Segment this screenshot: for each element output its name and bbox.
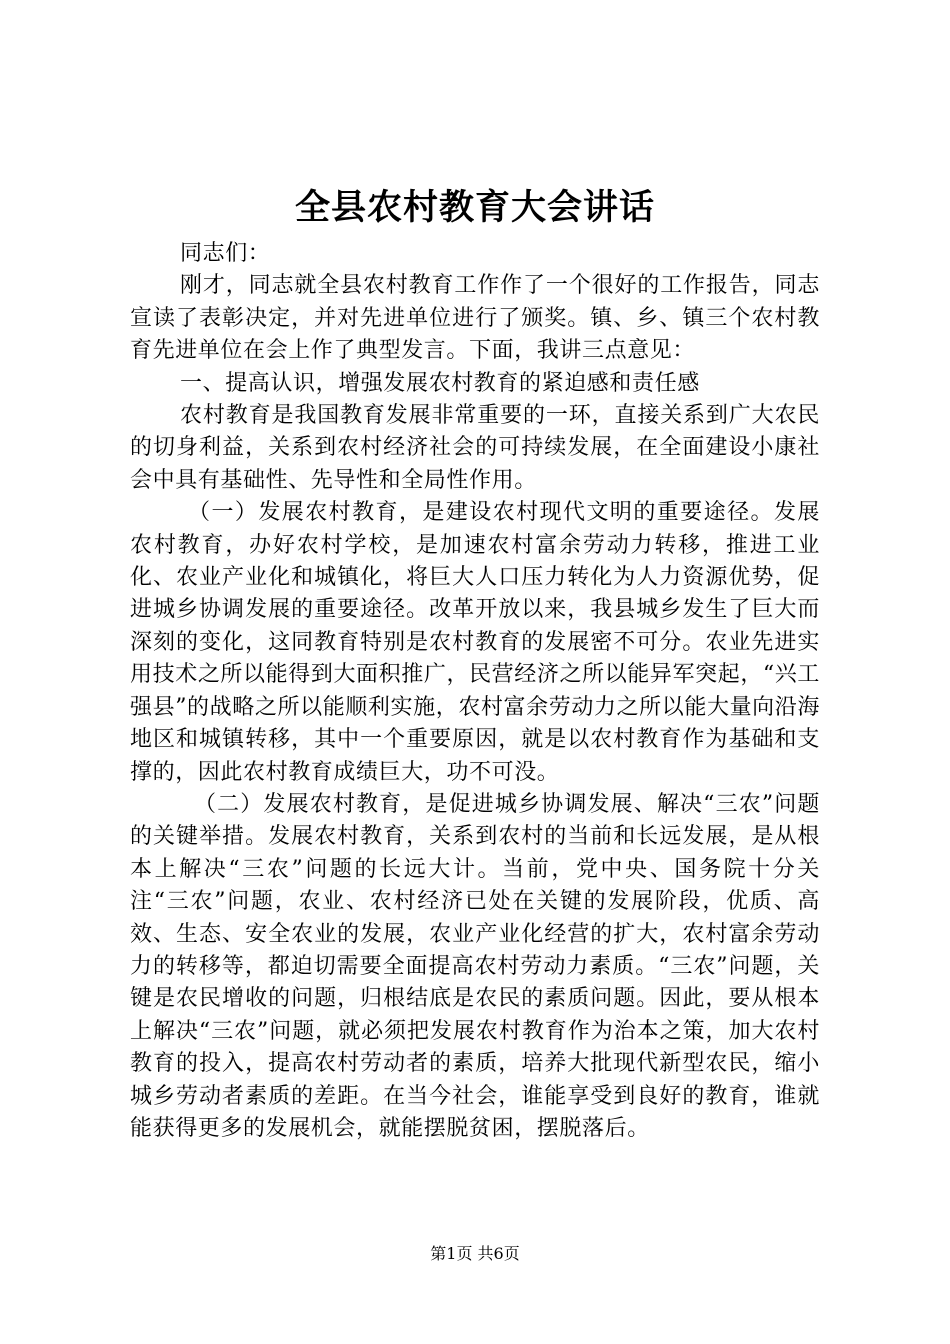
document-body bbox=[130, 238, 820, 1145]
paragraph-point-1: （一）发展农村教育，是建设农村现代文明的重要途径。发展农村教育，办好农村学校，是加速农村富余劳动力转移，推进工业化、农业产业化和城镇化，将巨大人口压力转化为人力资源优势，促进城乡协调发展的重要途径。改革开放以来，我县城乡发生了巨大而深刻的变化，这同教育特别是农村教育的发展密不可分。农业先进实用技术之所以能得到大面积推广，民营经济之所以能异军突起，“兴工强县”的战略之所以能顺利实施，农村富余劳动力之所以能大量向沿海地区和城镇转移，其中一个重要原因，就是以农村教育作为基础和支撑的，因此农村教育成绩巨大，功不可没。 bbox=[130, 500, 820, 785]
paragraph-overview: 农村教育是我国教育发展非常重要的一环，直接关系到广大农民的切身利益，关系到农村经济社会的可持续发展，在全面建设小康社会中具有基础性、先导性和全局性作用。 bbox=[130, 403, 820, 493]
salutation: 同志们： bbox=[180, 241, 271, 266]
page-footer: 第1页 共6页 bbox=[430, 1244, 520, 1263]
document-title: 全县农村教育大会讲话 bbox=[294, 188, 655, 228]
section-heading: 一、提高认识，增强发展农村教育的紧迫感和责任感 bbox=[180, 370, 700, 396]
paragraph-point-2: （二）发展农村教育，是促进城乡协调发展、解决“三农”问题的关键举措。发展农村教育，关系到农村的当前和长远发展，是从根本上解决“三农”问题的长远大计。当前，党中央、国务院十分关注“三农”问题，农业、农村经济已处在关键的发展阶段，优质、高效、生态、安全农业的发展，农业产业化经营的扩大，农村富余劳动力的转移等，都迫切需要全面提高农村劳动力素质。“三农”问题，关键是农民增收的问题，归根结底是农民的素质问题。因此，要从根本上解决“三农”问题，就必须把发展农村教育作为治本之策，加大农村教育的投入，提高农村劳动者的素质，培养大批现代新型农民，缩小城乡劳动者素质的差距。在当今社会，谁能享受到良好的教育，谁就能获得更多的发展机会，就能摆脱贫困，摆脱落后。 bbox=[130, 791, 820, 1141]
paragraph-intro: 刚才，同志就全县农村教育工作作了一个很好的工作报告，同志宣读了表彰决定，并对先进单位进行了颁奖。镇、乡、镇三个农村教育先进单位在会上作了典型发言。下面，我讲三点意见： bbox=[130, 273, 820, 364]
